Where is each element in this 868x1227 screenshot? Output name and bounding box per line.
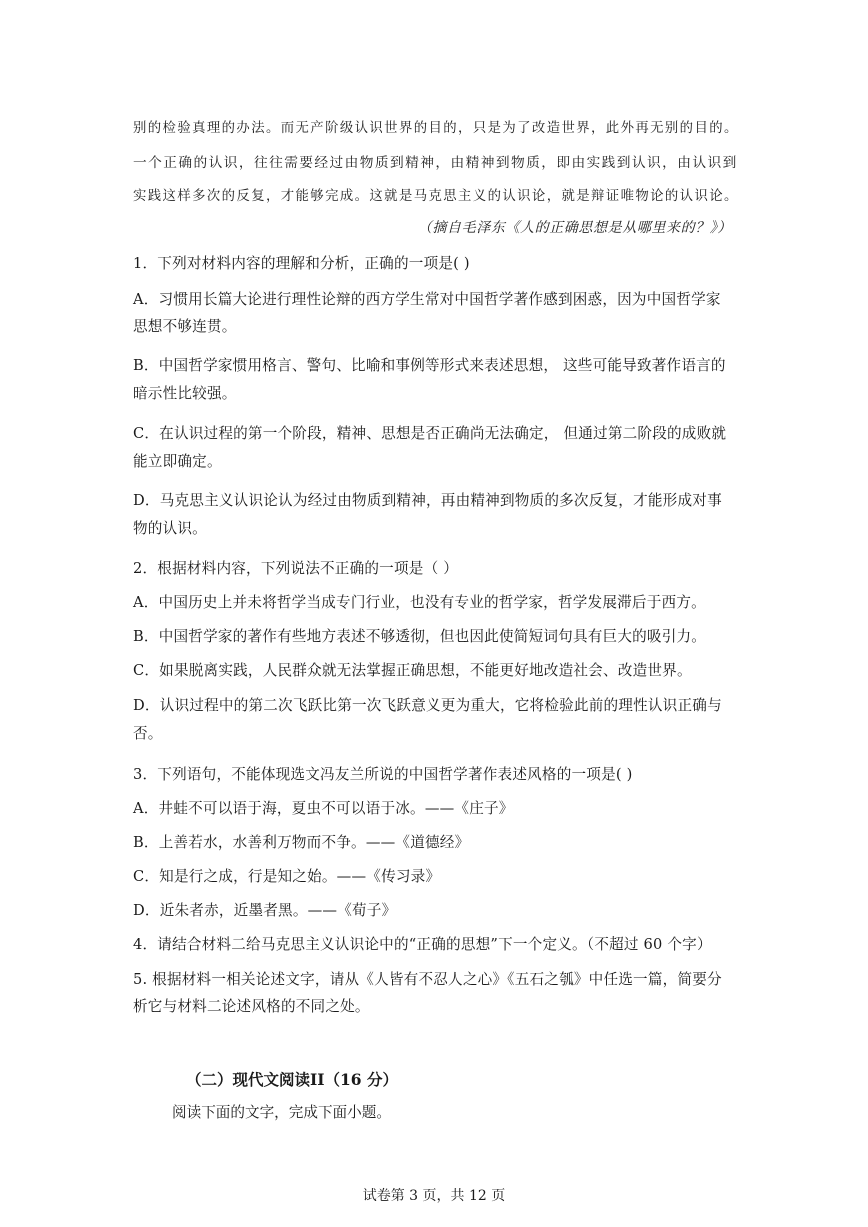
question-1-stem: 1．下列对材料内容的理解和分析，正确的一项是( ) (133, 255, 470, 272)
question-1-option-a: A．习惯用长篇大论进行理性论辩的西方学生常对中国哲学著作感到困惑，因为中国哲学家 (133, 291, 721, 308)
passage-line-3: 实践这样多次的反复，才能够完成。这就是马克思主义的认识论，就是辩证唯物论的认识论。 (133, 189, 739, 204)
question-3-option-d: D．近朱者赤，近墨者黑。——《荀子》 (133, 902, 397, 919)
question-4-stem: 4．请结合材料二给马克思主义认识论中的“正确的思想”下一个定义。（不超过 60 个字） (133, 936, 712, 953)
question-2-option-b: B．中国哲学家的著作有些地方表述不够透彻，但也因此使简短词句具有巨大的吸引力。 (133, 628, 707, 645)
question-5-stem-cont: 析它与材料二论述风格的不同之处。 (133, 998, 370, 1015)
question-2-option-a: A．中国历史上并未将哲学当成专门行业，也没有专业的哲学家，哲学发展滞后于西方。 (133, 594, 706, 611)
question-1-option-c: C．在认识过程的第一个阶段，精神、思想是否正确尚无法确定， 但通过第二阶段的成败就 (133, 425, 727, 442)
question-3-stem: 3．下列语句，不能体现选文冯友兰所说的中国哲学著作表述风格的一项是( ) (133, 766, 633, 783)
question-2-stem: 2．根据材料内容，下列说法不正确的一项是（ ） (133, 560, 458, 577)
question-2-option-d-cont: 否。 (133, 725, 163, 742)
question-1-option-b-cont: 暗示性比较强。 (133, 385, 237, 402)
passage-line-2: 一个正确的认识，往往需要经过由物质到精神，由精神到物质，即由实践到认识，由认识到 (133, 155, 738, 171)
question-1-option-d-cont: 物的认识。 (133, 520, 207, 537)
question-1-option-b: B．中国哲学家惯用格言、警句、比喻和事例等形式来表述思想， 这些可能导致著作语言的 (133, 357, 726, 374)
question-1-option-a-cont: 思想不够连贯。 (133, 318, 237, 335)
question-1-option-c-cont: 能立即确定。 (133, 453, 222, 470)
section-heading: （二）现代文阅读II（16 分） (186, 1070, 398, 1089)
question-3-option-a: A．井蛙不可以语于海，夏虫不可以语于冰。——《庄子》 (133, 800, 514, 817)
passage-line-1: 别的检验真理的办法。而无产阶级认识世界的目的，只是为了改造世界，此外再无别的目的。 (133, 121, 739, 136)
question-5-stem: 5. 根据材料一相关论述文字，请从《人皆有不忍人之心》《五石之瓠》中任选一篇，简要分 (133, 971, 722, 988)
section-intro: 阅读下面的文字，完成下面小题。 (172, 1104, 391, 1121)
question-2-option-d: D．认识过程中的第二次飞跃比第一次飞跃意义更为重大，它将检验此前的理性认识正确与 (133, 697, 722, 714)
question-3-option-b: B．上善若水，水善利万物而不争。——《道德经》 (133, 834, 470, 851)
question-3-option-c: C．知是行之成，行是知之始。——《传习录》 (133, 868, 441, 885)
question-1-option-d: D．马克思主义认识论认为经过由物质到精神，再由精神到物质的多次反复，才能形成对事 (133, 492, 722, 509)
question-2-option-c: C．如果脱离实践，人民群众就无法掌握正确思想，不能更好地改造社会、改造世界。 (133, 662, 692, 679)
passage-citation: （摘自毛泽东《人的正确思想是从哪里来的？》） (417, 220, 732, 236)
page-footer: 试卷第 3 页，共 12 页 (362, 1188, 506, 1204)
